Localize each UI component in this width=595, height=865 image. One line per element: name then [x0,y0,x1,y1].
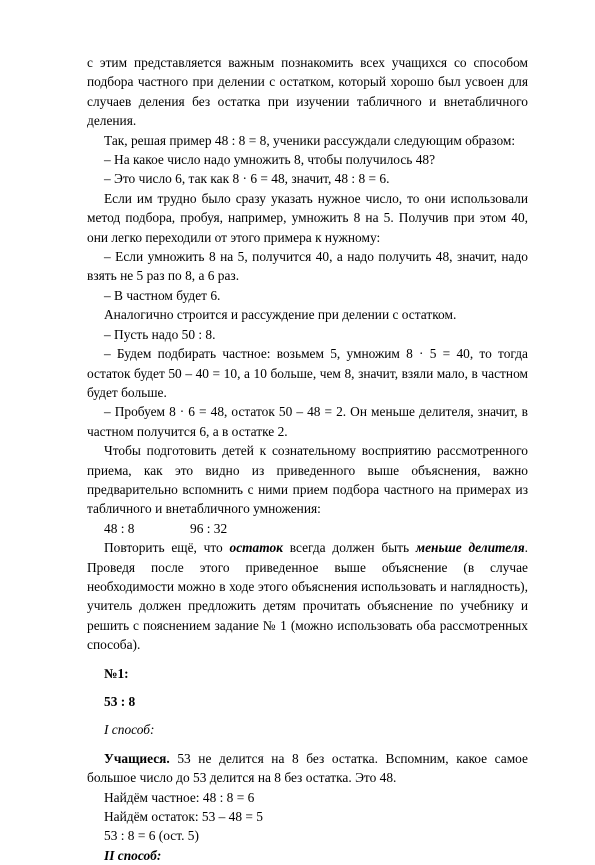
paragraph [87,749,528,788]
dialog-line: – В частном будет 6. [104,287,221,303]
method-heading: I способ: [104,722,155,738]
task-heading: №1: [104,665,129,681]
text-run: Повторить ещё, что [104,540,230,556]
page-content [87,53,528,865]
dialog-line: – Пробуем 8 · 6 = 48, остаток 50 – 48 = 2. Он меньше делителя, значит, в частном получится 6, а в остатке 2. [87,404,528,439]
paragraph: Так, решая пример 48 : 8 = 8, ученики рассуждали следующим образом: [104,132,516,148]
paragraph: Если им трудно было сразу указать нужное число, то они использовали метод подбора, пробуя, например, умножить 8 на 5. Получив при этом 40, они легко переходили от этого примера к нужному: [87,190,528,245]
task-expression: 53 : 8 [104,694,136,709]
example-a: 48 : 8 [104,520,135,536]
text-run: . Проведя после этого приведенное выше объяснение (в случае необходимости можно в ходе этого объяснения использовать и наглядность), учитель должен предложить детям прочитать объяснение по учебнику и решить с пояснением задание № 1 (можно использовать оба рассмотренных способа). [87,540,528,653]
solution-step: Найдём частное: 48 : 8 = 6 [104,789,255,805]
dialog-line: – Если умножить 8 на 5, получится 40, а надо получить 48, значит, надо взять не 5 раз по 8, а 6 раз. [87,249,528,284]
emphasis-remainder: остаток [229,540,283,556]
dialog-line: – Это число 6, так как 8 · 6 = 48, значит, 48 : 8 = 6. [104,171,390,187]
paragraph: Аналогично строится и рассуждение при делении с остатком. [104,307,457,323]
text-run: всегда должен быть [282,540,416,556]
method-heading: II способ: [104,847,162,863]
examples-line [87,519,528,538]
dialog-line: – На какое число надо умножить 8, чтобы получилось 48? [104,152,436,168]
paragraph: Чтобы подготовить детей к сознательному восприятию рассмотренного приема, как это видно из приведенного выше объяснения, важно предварительно вспомнить с ними прием подбора частного на примерах из табличного и внетабличного умножения: [87,443,528,517]
paragraph: с этим представляется важным познакомить всех учащихся со способом подбора частного при делении с остатком, который хорошо был усвоен для случаев деления без остатка при изучении табличного и внетабличного деления. [87,55,528,129]
dialog-line: – Будем подбирать частное: возьмем 5, умножим 8 · 5 = 40, то тогда остаток будет 50 – 40 = 10, а 10 больше, чем 8, значит, взяли мало, в частном будет больше. [87,346,528,400]
solution-step: Найдём остаток: 53 – 48 = 5 [104,809,264,825]
emphasis-less-than-divisor: меньше делителя [415,540,525,556]
paragraph [87,538,528,654]
dialog-line: – Пусть надо 50 : 8. [104,326,216,342]
example-b: 96 : 32 [190,520,228,536]
solution-step: 53 : 8 = 6 (ост. 5) [104,828,199,844]
text-run: 53 не делится на 8 без остатка. Вспомним, какое самое большое число до 53 делится на 8 без остатка. Это 48. [87,750,528,786]
speaker-label: Учащиеся. [104,750,170,766]
